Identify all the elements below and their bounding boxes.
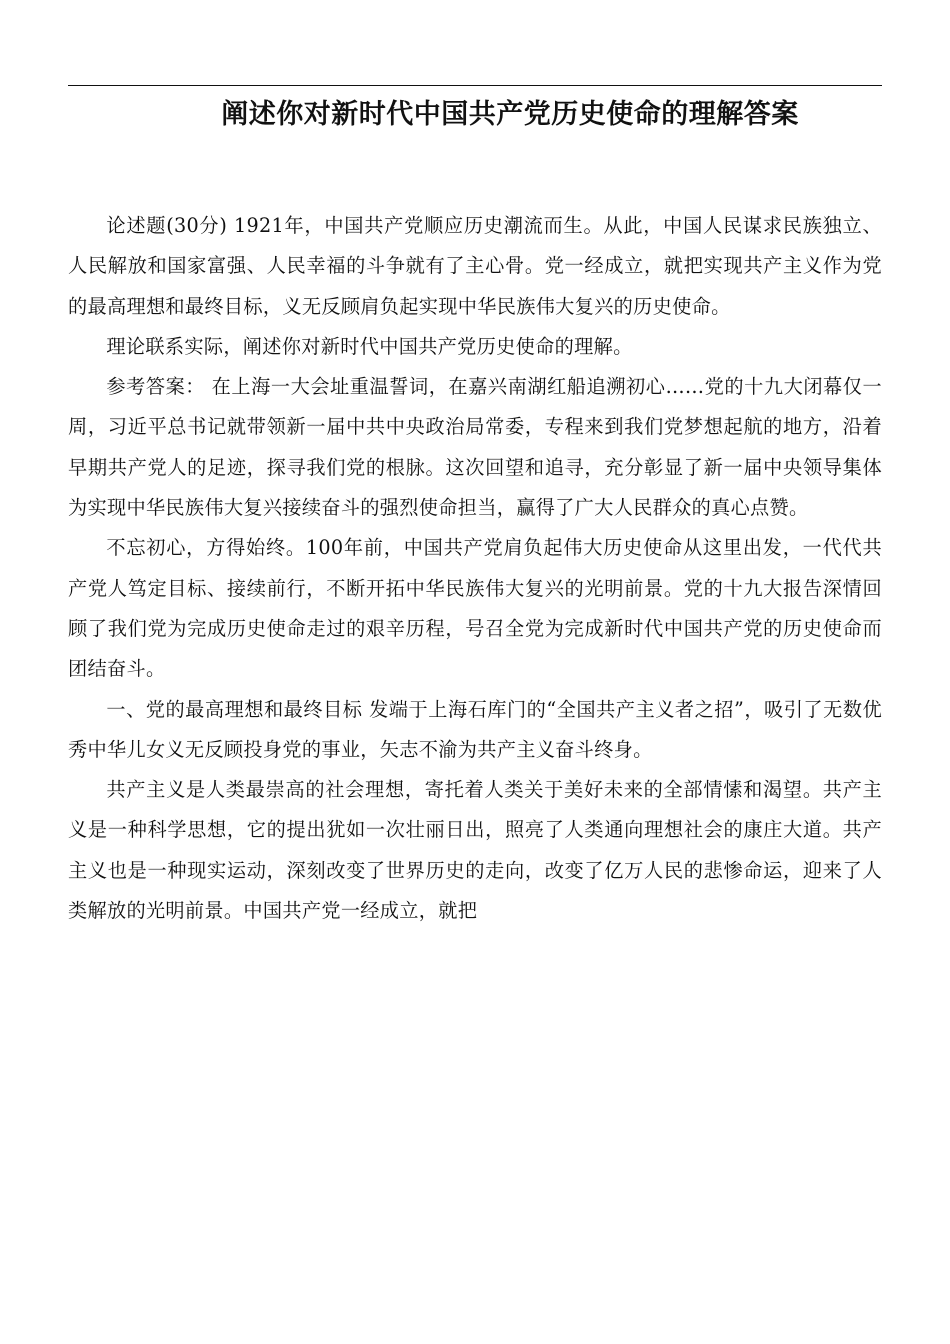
document-body [68,206,882,931]
paragraph-section-one: 一、党的最高理想和最终目标 发端于上海石库门的“全国共产主义者之招”，吸引了无数优秀中华儿女义无反顾投身党的事业，矢志不渝为共产主义奋斗终身。 [68,697,882,761]
paragraph-communism: 共产主义是人类最崇高的社会理想，寄托着人类关于美好未来的全部情愫和渴望。共产主义是一种科学思想，它的提出犹如一次壮丽日出，照亮了人类通向理想社会的康庄大道。共产主义也是一种现实运动，深刻改变了世界历史的走向，改变了亿万人民的悲惨命运，迎来了人类解放的光明前景。中国共产党一经成立，就把 [68,778,882,923]
paragraph-prompt: 理论联系实际，阐述你对新时代中国共产党历史使命的理解。 [106,334,633,358]
header-rule [68,85,882,86]
document-title: 阐述你对新时代中国共产党历史使命的理解答案 [221,99,799,130]
paragraph-answer-intro: 参考答案： 在上海一大会址重温誓词，在嘉兴南湖红船追溯初心……党的十九大闭幕仅一周，习近平总书记就带领新一届中共中央政治局常委，专程来到我们党梦想起航的地方，沿着早期共产党人的足迹，探寻我们党的根脉。这次回望和追寻，充分彰显了新一届中央领导集体为实现中华民族伟大复兴接续奋斗的强烈使命担当，赢得了广大人民群众的真心点赞。 [68,375,882,520]
paragraph-original-aspiration: 不忘初心，方得始终。100年前，中国共产党肩负起伟大历史使命从这里出发，一代代共产党人笃定目标、接续前行，不断开拓中华民族伟大复兴的光明前景。党的十九大报告深情回顾了我们党为完成历史使命走过的艰辛历程，号召全党为完成新时代中国共产党的历史使命而团结奋斗。 [68,536,882,681]
paragraph-question: 论述题(30分) 1921年，中国共产党顺应历史潮流而生。从此，中国人民谋求民族独立、人民解放和国家富强、人民幸福的斗争就有了主心骨。党一经成立，就把实现共产主义作为党的最高理想和最终目标，义无反顾肩负起实现中华民族伟大复兴的历史使命。 [68,214,882,318]
